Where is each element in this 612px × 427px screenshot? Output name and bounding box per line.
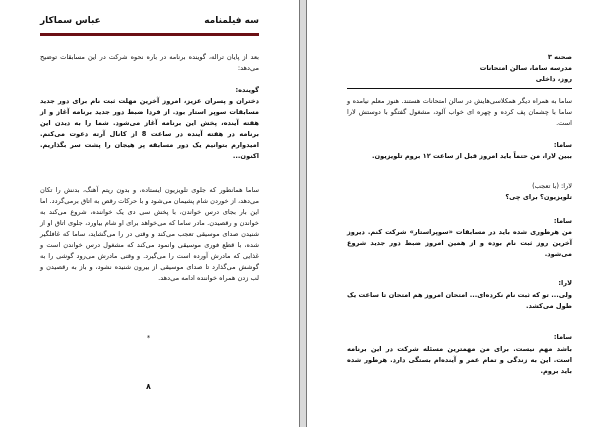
dialogue-line: باشد مهم نیست. برای من مهمترین مسئله شرکت در این برنامه است. این به زندگی و تمام عمر و آینده‌ام بستگی دارد. هرطور شده باید بروم.	[347, 345, 572, 375]
speaker-label: لارا: (با تعجب)	[532, 182, 572, 190]
speaker-label: ساما:	[553, 141, 572, 149]
speaker-label: ساما:	[553, 217, 572, 225]
scene-description: ساما به همراه دیگر همکلاسی‌هایش در سالن امتحانات هستند. هنوز معلم نیامده و ساما با چشمان پف کرده و چهره ای خواب آلود، مشغول گفتگو با دوستش لارا است.	[347, 97, 572, 127]
author-name: عباس سماکار	[40, 16, 101, 26]
intro-paragraph: بعد از پایان تراله، گوینده برنامه در باره نحوه شرکت در این مسابقات توضیح می‌دهد:	[40, 53, 259, 72]
dialogue-line: ببین لارا، من حتماً باید امروز قبل از ساعت ۱۲ بروم تلویزیون.	[371, 152, 572, 160]
speaker-label: گوینده:	[235, 86, 259, 94]
dialogue-line: ولی... تو که ثبت نام نکرده‌ای... امتحان امروز هم امتحان تا ساعت یک طول می‌کشد.	[347, 291, 572, 310]
right-page	[306, 0, 612, 427]
section-mark: *	[146, 334, 151, 342]
announcer-speech: دختران و پسران عزیز، امروز آخرین مهلت ثبت نام برای دور جدید مسابقات سوپر استار بود. از فردا ضبط دور جدید برنامه آغاز و از هفته آینده، پخش این برنامه آغاز می‌شود. شما را به دیدن این برنامه در هفته آینده در ساعت 8 از کانال آرته دعوت می‌کنم. امیدوارم بتوانیم یک دور مسابقه پر هیجان را پشت سر بگذاریم. اکنون...	[40, 97, 260, 160]
dialogue-line: من هرطوری شده باید در مسابقات «سوپراستار» شرکت کنم. دیروز آخرین روز ثبت نام بوده و از همین امروز ضبط دور جدید شروع می‌شود.	[347, 228, 572, 258]
page-number: ۸	[146, 382, 151, 391]
scene-time: روز، داخلی	[535, 75, 572, 83]
header-rule	[40, 33, 259, 36]
left-page	[0, 0, 300, 427]
speaker-label: ساما:	[553, 333, 572, 341]
dialogue-line: تلویزیون؟ برای چی؟	[505, 193, 572, 201]
book-title: سه فیلمنامه	[204, 16, 259, 26]
scene-location: مدرسه ساما، سالن امتحانات	[479, 64, 572, 72]
scene-number: صحنه ۳	[547, 53, 572, 61]
speaker-label: لارا:	[558, 279, 572, 287]
scene-rule	[347, 88, 572, 89]
page-header	[40, 16, 259, 32]
narration-paragraph: ساما همانطور که جلوی تلویزیون ایستاده، و بدون ریتم آهنگ، بدنش را تکان می‌دهد، از خوردن شام پشیمان می‌شود و با حرکات رقص به اتاق برمی‌گردد. اما این بار بجای درس خواندن، با پخش سی دی یک خواننده، شروع می‌کند به خواندن و رقصیدن. مادر ساما که می‌خواهد برای او شام بیاورد، جلوی اتاق او از شنیدن صدای موسیقی تعجب می‌کند و وقتی در را می‌گشاید، ساما که غافلگیر شده، با قطع فوری موسیقی وانمود می‌کند که مشغول درس خواندن است و غذایی که مادرش آورده است را می‌گیرد. و وقتی مادرش می‌رود گوشی را به گوشش می‌گذارد تا صدای موسیقی از بیرون شنیده نشود، و باز به رقصیدن و لب زدن همراه خواننده ادامه می‌دهد.	[40, 186, 259, 282]
